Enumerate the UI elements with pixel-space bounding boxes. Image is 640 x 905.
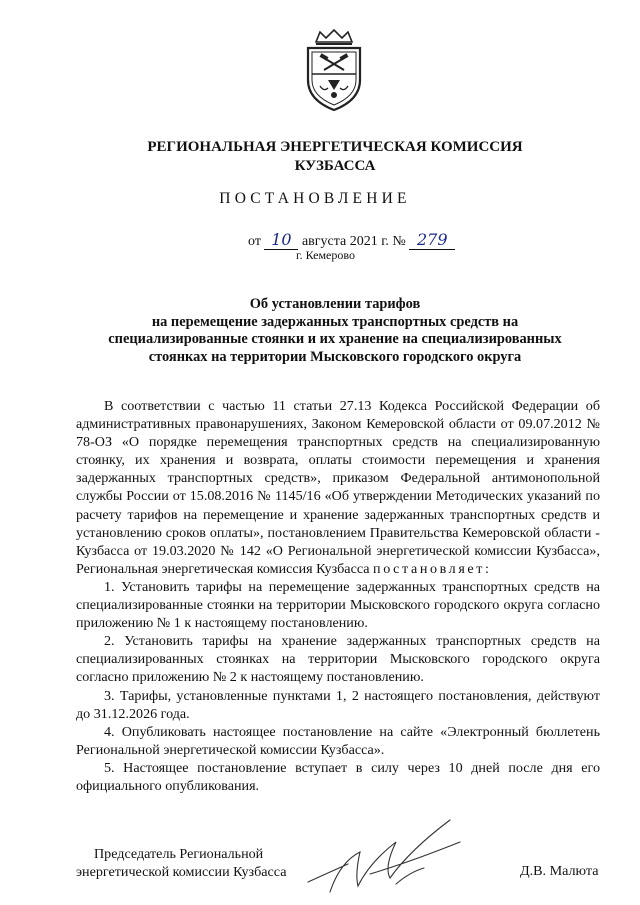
city: г. Кемерово xyxy=(296,248,355,262)
handwritten-signature-icon xyxy=(300,812,470,897)
resolves-word: постановляет: xyxy=(373,560,492,577)
org-name-line1: РЕГИОНАЛЬНАЯ ЭНЕРГЕТИЧЕСКАЯ КОМИССИЯ xyxy=(147,139,523,155)
organization-name xyxy=(140,138,530,176)
handwritten-number: 279 xyxy=(409,230,455,250)
number-sign: № xyxy=(392,234,406,249)
position-line2: энергетической комиссии Кузбасса xyxy=(76,864,287,880)
item-1: 1. Установить тарифы на перемещение задержанных транспортных средств на специализированные стоянки на территории Мысковского городского округа согласно приложению № 1 к настоящему постановлению. xyxy=(76,578,600,632)
signatory-position xyxy=(76,845,286,881)
date-number-line xyxy=(248,230,455,250)
title-line4: стоянках на территории Мысковского городского округа xyxy=(148,348,522,365)
date-prefix: от xyxy=(248,234,261,249)
item-5: 5. Настоящее постановление вступает в силу через 10 дней после дня его официального опубликования. xyxy=(76,759,600,794)
preamble-text: В соответствии с частью 11 статьи 27.13 Кодекса Российской Федерации об административных правонарушениях, Законом Кемеровской области от 09.07.2012 № 78-ОЗ «О порядке перемещения транспортных средств на специализированную стоянку, их хранения и возврата, оплаты стоимости перемещения и хранения задержанных транспортных средств», приказом Федеральной антимонопольной службы России от 15.08.2016 № 1145/16 «Об утверждении Методических указаний по расчету тарифов на перемещение и хранение задержанных транспортных средств и установлению сроков оплаты», постановлением Правительства Кемеровской области - Кузбасса от 19.03.2020 № 142 «О Региональной энергетической комиссии Кузбасса», Региональная энергетическая комиссия Кузбасса xyxy=(76,398,600,577)
coat-of-arms-icon xyxy=(298,28,370,112)
position-line1: Председатель Региональной xyxy=(94,846,264,862)
item-2: 2. Установить тарифы на хранение задержанных транспортных средств на специализированных стоянках на территории Мысковского городского округа согласно приложению № 2 к настоящему постановлению. xyxy=(76,633,600,686)
title-line2: на перемещение задержанных транспортных средств на xyxy=(151,313,519,330)
document-body xyxy=(76,397,600,795)
item-4: 4. Опубликовать настоящее постановление на сайте «Электронный бюллетень Региональной энергетической комиссии Кузбасса». xyxy=(76,723,600,758)
org-name-line2: КУЗБАССА xyxy=(294,158,376,174)
handwritten-day: 10 xyxy=(264,230,298,250)
signatory-name: Д.В. Малюта xyxy=(520,863,599,879)
title-line1: Об установлении тарифов xyxy=(249,296,421,312)
document-title xyxy=(70,296,600,366)
month-year: августа 2021 г. xyxy=(301,234,389,249)
preamble-paragraph xyxy=(76,397,600,578)
title-line3: специализированные стоянки и их хранение на специализированных xyxy=(108,331,562,347)
document-type: ПОСТАНОВЛЕНИЕ xyxy=(219,190,411,207)
item-3: 3. Тарифы, установленные пунктами 1, 2 настоящего постановления, действуют до 31.12.2026 года. xyxy=(76,687,600,722)
